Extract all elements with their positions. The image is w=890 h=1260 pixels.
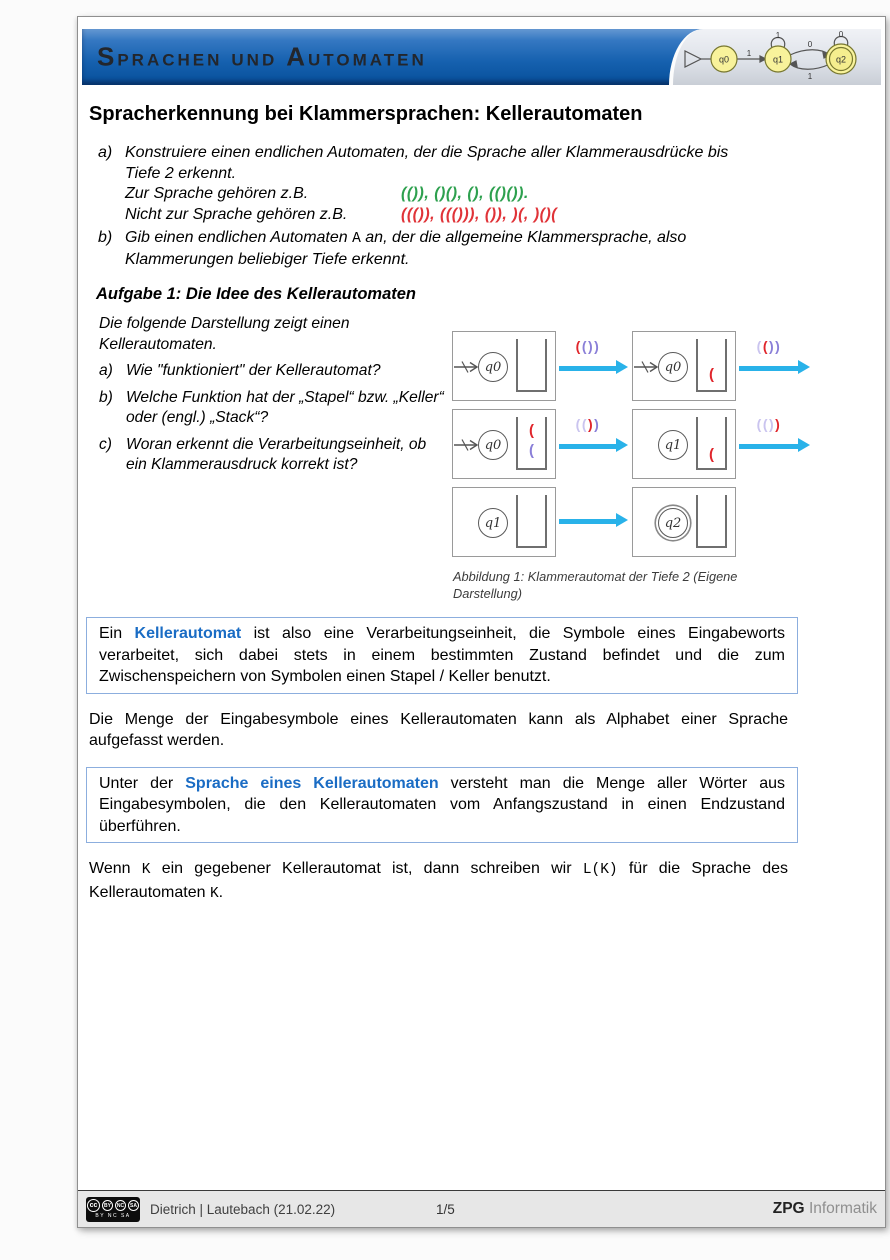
bracket-char: ( [762, 416, 769, 432]
cc-icon: cc [87, 1199, 100, 1212]
bracket-char: ( [756, 416, 763, 432]
valid-examples-label: Zur Sprache gehören z.B. [125, 185, 309, 202]
stack-empty [516, 495, 547, 548]
transition-arrow-icon [559, 366, 616, 371]
aufgabe-intro: Die folgende Darstellung zeigt einen Kellerautomaten. [99, 315, 350, 353]
page-number: 1/5 [436, 1201, 455, 1217]
cc-by-icon: BY [102, 1200, 113, 1211]
cc-nc-icon: NC [115, 1200, 126, 1211]
stack-empty [516, 339, 547, 392]
transition-1 [556, 331, 632, 401]
definition-box-kellerautomat [86, 617, 798, 694]
bracket-char: ( [575, 416, 582, 432]
question-a [99, 361, 451, 382]
header-title-initial: S [97, 41, 118, 72]
bracket-char: ) [594, 338, 601, 354]
term-sprache-kellerautomat: Sprache eines Kellerautomaten [185, 774, 439, 792]
transition-2 [736, 331, 814, 401]
transition-arrow-icon [739, 366, 798, 371]
input-word-label [736, 338, 802, 354]
state-label: q1 [772, 54, 784, 65]
question-a-label: a) [99, 362, 113, 379]
question-a-text: Wie "funktioniert" der Kellerautomat? [126, 362, 381, 379]
transition-4 [736, 409, 814, 479]
aufgabe-questions [99, 314, 451, 476]
bracket-char: ( [756, 338, 763, 354]
automaton-symbol: A [352, 231, 361, 247]
bracket-char: ) [588, 338, 595, 354]
definition-post: ist also eine Verarbeitungseinheit, die Symbole eines Eingabeworts verarbeitet, sich dabei stets in einem bestimmten Zustand befindet und die zum Zwischenspeichern von Symbolen einen Stapel / Keller benutzt. [99, 625, 785, 685]
definition-post: versteht man die Menge aller Wörter aus Eingabesymbolen, die den Kellerautomaten vom Anfangszustand in einen Endzustand überführen. [99, 774, 786, 835]
bracket-char: ( [575, 338, 582, 354]
bracket-char: ) [775, 338, 782, 354]
definition-pre: Ein [99, 625, 135, 642]
invalid-examples-label: Nicht zur Sprache gehören z.B. [125, 205, 348, 223]
pda-snapshot-3 [452, 409, 556, 479]
stack-one-item [696, 417, 727, 470]
valid-examples-row [98, 184, 758, 205]
figure-row-2 [452, 409, 814, 479]
definitions-section [86, 617, 798, 920]
question-b [99, 388, 451, 429]
symbol-K: K [141, 862, 151, 878]
transition-arrow-icon [559, 519, 616, 524]
stack-symbol: ( [529, 422, 534, 439]
page-footer [78, 1190, 885, 1227]
figure-caption: Abbildung 1: Klammerautomat der Tiefe 2 (Eigene Darstellung) [453, 569, 738, 601]
state-label: q0 [718, 54, 730, 65]
invalid-examples-value: ((()), ((())), ()), )(, )()( [401, 205, 558, 223]
stack-two-items [516, 417, 547, 470]
transition-5 [556, 487, 632, 557]
pda-snapshot-1 [452, 331, 556, 401]
edge-label: 0 [807, 40, 813, 49]
header-title-part: UTOMATEN [308, 50, 427, 70]
edge-label: 1 [746, 49, 752, 58]
text-segment: Wenn [89, 860, 142, 877]
symbol-K: K [209, 885, 219, 902]
definition-pre: Unter der [99, 774, 186, 792]
figure-spacer [736, 487, 814, 557]
state-circle: q1 [478, 508, 508, 538]
task-b-text-pre: Gib einen endlichen Automaten [125, 229, 353, 246]
pda-snapshot-5 [452, 487, 556, 557]
paragraph-alphabet: Die Menge der Eingabesymbole eines Kellerautomaten kann als Alphabet einer Sprache aufgefasst werden. [89, 710, 788, 749]
invalid-examples-row [98, 205, 758, 226]
question-c-label: c) [99, 435, 112, 453]
header-title-part: PRACHEN [117, 50, 223, 70]
header-banner [82, 29, 881, 85]
question-b-text: Welche Funktion hat der „Stapel“ bzw. „Keller“ oder (engl.) „Stack“? [126, 388, 444, 426]
finite-automaton-diagram [675, 30, 879, 84]
state-label: q2 [835, 54, 847, 65]
question-c-text: Woran erkennt die Verarbeitungseinheit, ob ein Klammerausdruck korrekt ist? [126, 435, 427, 473]
text-segment: ein gegebener Kellerautomat ist, dann schreiben wir [150, 860, 583, 877]
state-circle: q1 [658, 430, 688, 460]
transition-arrow-icon [559, 444, 616, 449]
cc-icons-row [87, 1199, 139, 1212]
task-a-label: a) [98, 144, 113, 161]
bracket-char: ) [769, 416, 776, 432]
symbol-LK: L(K) [582, 862, 618, 878]
bracket-char: ( [762, 338, 769, 354]
cc-sub-label: BY NC SA [95, 1213, 131, 1219]
task-b-label: b) [98, 229, 113, 246]
state-circle: q0 [658, 352, 688, 382]
bracket-char: ( [581, 416, 588, 432]
figure-row-3 [452, 487, 814, 557]
accepting-state-circle: q2 [658, 508, 688, 538]
pda-snapshot-2 [632, 331, 736, 401]
text-segment: für die Sprache des Kellerautomaten [89, 860, 788, 901]
input-word-label [556, 416, 620, 432]
stack-symbol: ( [529, 442, 534, 459]
stack-empty [696, 495, 727, 548]
bracket-char: ) [775, 416, 782, 432]
bracket-char: ( [581, 338, 588, 354]
bracket-char: ) [588, 416, 595, 432]
state-circle: q0 [478, 430, 508, 460]
task-b [98, 228, 758, 270]
edge-label: 1 [775, 31, 781, 40]
header-title [97, 42, 427, 73]
document-page [77, 16, 886, 1228]
stack-one-item [696, 339, 727, 392]
org-zpg: ZPG [772, 1200, 805, 1217]
input-word-label [556, 338, 620, 354]
section-heading: Aufgabe 1: Die Idee des Kellerautomaten [96, 285, 417, 303]
header-title-initial: A [286, 41, 309, 72]
cc-license-badge [86, 1197, 140, 1222]
text-segment: . [218, 883, 224, 901]
intro-tasks [98, 143, 758, 270]
question-b-label: b) [99, 388, 113, 406]
stack-symbol: ( [709, 446, 714, 463]
organization-label [773, 1200, 877, 1218]
transition-arrow-icon [739, 444, 798, 449]
definition-box-sprache [86, 767, 798, 844]
page-title: Spracherkennung bei Klammersprachen: Kellerautomaten [89, 103, 643, 125]
pda-snapshot-6 [632, 487, 736, 557]
task-b-text-post: an, der die allgemeine Klammersprache, also Klammerungen beliebiger Tiefe erkennt. [125, 229, 687, 268]
term-kellerautomat: Kellerautomat [134, 625, 242, 642]
figure-row-1 [452, 331, 814, 401]
question-c [99, 435, 451, 476]
author-credits: Dietrich | Lautebach (21.02.22) [150, 1201, 336, 1217]
valid-examples-value: (()), ()(), (), (()()). [401, 185, 529, 202]
task-a [98, 143, 758, 184]
state-circle: q0 [478, 352, 508, 382]
header-title-part: UND [231, 50, 278, 70]
header-automaton-image [669, 29, 881, 85]
cc-sa-icon: SA [128, 1200, 139, 1211]
paragraph-notation [86, 858, 798, 905]
edge-label: 0 [838, 30, 844, 39]
task-a-text: Konstruiere einen endlichen Automaten, der die Sprache aller Klammerausdrücke bis Tiefe 2 erkennt. [125, 144, 729, 182]
bracket-char: ) [769, 338, 776, 354]
org-informatik: Informatik [808, 1200, 877, 1217]
stack-symbol: ( [709, 366, 714, 383]
bracket-char: ) [594, 416, 601, 432]
input-word-label [736, 416, 802, 432]
pda-snapshot-4 [632, 409, 736, 479]
transition-3 [556, 409, 632, 479]
edge-label: 1 [807, 72, 813, 81]
figure-klammerautomat [452, 331, 814, 565]
